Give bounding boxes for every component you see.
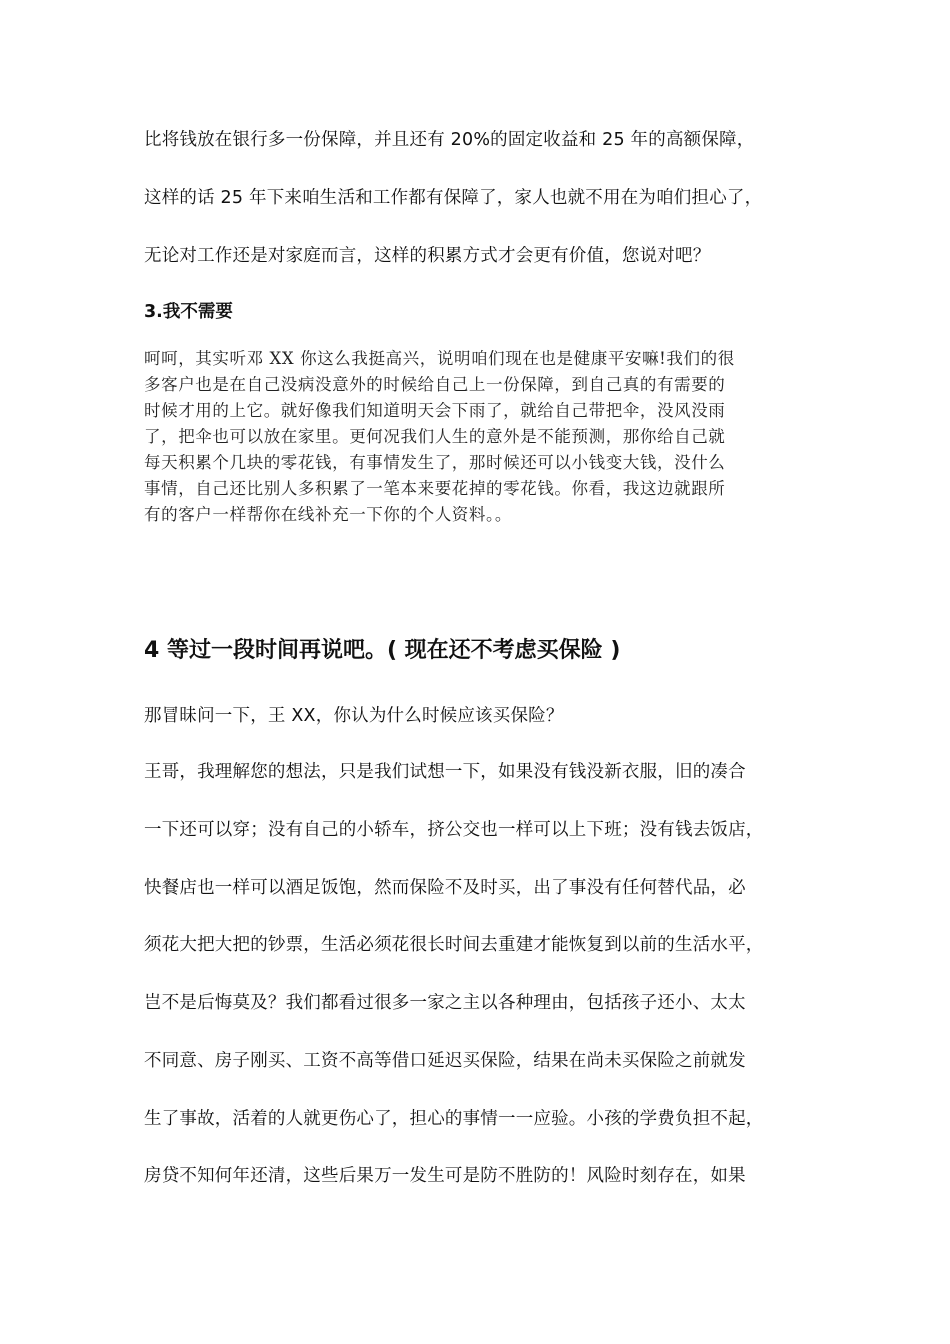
section-4-line-7: 生了事故，活着的人就更伤心了，担心的事情一一应验。小孩的学费负担不起，: [144, 1109, 764, 1129]
section-4-line-3: 快餐店也一样可以酒足饭饱，然而保险不及时买，出了事没有任何替代品，必: [144, 878, 746, 898]
section-4-line-1: 王哥，我理解您的想法，只是我们试想一下，如果没有钱没新衣服，旧的凑合: [144, 762, 746, 782]
section-4-question: 那冒昧问一下，王 XX，你认为什么时候应该买保险？: [144, 706, 564, 726]
section-4-line-5: 岂不是后悔莫及？我们都看过很多一家之主以各种理由，包括孩子还小、太太: [144, 993, 746, 1013]
section-3-line-5: 每天积累个几块的零花钱，有事情发生了，那时候还可以小钱变大钱，没什么: [144, 453, 726, 472]
intro-line-1: 比将钱放在银行多一份保障，并且还有 20%的固定收益和 25 年的高额保障，: [144, 130, 755, 150]
section-3-line-2: 多客户也是在自己没病没意外的时候给自己上一份保障，到自己真的有需要的: [144, 375, 726, 394]
section-4-line-6: 不同意、房子刚买、工资不高等借口延迟买保险，结果在尚未买保险之前就发: [144, 1051, 746, 1071]
section-3-line-1: 呵呵，其实听邓 XX 你这么我挺高兴，说明咱们现在也是健康平安嘛!我们的很: [144, 349, 735, 368]
section-3-line-7: 有的客户一样帮你在线补充一下你的个人资料。。: [144, 505, 512, 524]
section-4-line-2: 一下还可以穿；没有自己的小轿车，挤公交也一样可以上下班；没有钱去饭店，: [144, 820, 764, 840]
section-3-line-4: 了，把伞也可以放在家里。更何况我们人生的意外是不能预测，那你给自己就: [144, 427, 726, 446]
section-3-line-6: 事情，自己还比别人多积累了一笔本来要花掉的零花钱。你看，我这边就跟所: [144, 479, 726, 498]
section-4-line-4: 须花大把大把的钞票，生活必须花很长时间去重建才能恢复到以前的生活水平，: [144, 935, 764, 955]
section-4-heading: 4 等过一段时间再说吧。( 现在还不考虑买保险 ): [144, 638, 621, 663]
section-4-line-8: 房贷不知何年还清，这些后果万一发生可是防不胜防的！风险时刻存在，如果: [144, 1166, 746, 1186]
intro-line-3: 无论对工作还是对家庭而言，这样的积累方式才会更有价值，您说对吧？: [144, 246, 711, 266]
intro-line-2: 这样的话 25 年下来咱生活和工作都有保障了，家人也就不用在为咱们担心了，: [144, 188, 763, 208]
section-3-line-3: 时候才用的上它。就好像我们知道明天会下雨了，就给自己带把伞，没风没雨: [144, 401, 726, 420]
section-3-heading: 3.我不需要: [144, 302, 233, 322]
